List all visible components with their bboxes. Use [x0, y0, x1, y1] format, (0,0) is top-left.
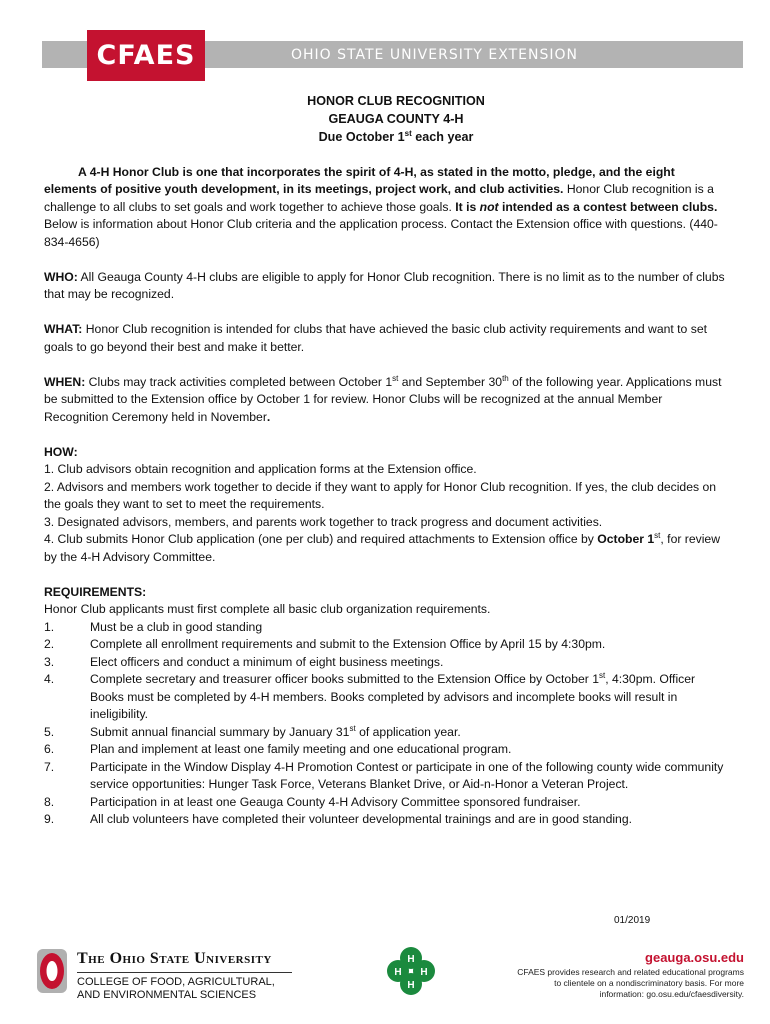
who-section: WHO: All Geauga County 4-H clubs are eligible to apply for Honor Club recognition. There is no limit as to the number of clubs that may be recognized. [44, 269, 725, 301]
how-item: 1. Club advisors obtain recognition and application forms at the Extension office. [44, 462, 477, 476]
divider [77, 972, 292, 973]
svg-text:H: H [420, 967, 428, 978]
list-item: 2. Complete all enrollment requirements and submit to the Extension Office by April 15 by 4:30pm. [44, 637, 606, 651]
list-item: 6. Plan and implement at least one family meeting and one educational program. [44, 742, 512, 756]
how-item: 4. Club submits Honor Club application (one per club) and required attachments to Extension office by October 1st, for review by the 4-H Advisory Committee. [44, 531, 721, 564]
document-title [64, 92, 728, 146]
list-item: 1. Must be a club in good standing [44, 619, 263, 634]
banner-text: OHIO STATE UNIVERSITY EXTENSION [291, 47, 578, 63]
list-item: 5. Submit annual financial summary by January 31st of application year. [44, 723, 461, 739]
list-item: 9. All club volunteers have completed their volunteer developmental trainings and are in good standing. [44, 812, 633, 826]
revision-date: 01/2019 [614, 915, 651, 926]
document-body [44, 92, 728, 829]
intro-paragraph: A 4-H Honor Club is one that incorporates the spirit of 4-H, as stated in the motto, pledge, and the eight elements of positive youth development, in its meetings, project work, and club activities. Honor Club recognition is a challenge to all clubs to set goals and work together to achieve those goals. It is not intended as a contest between clubs. Below is information about Honor Club criteria and the application process. Contact the Extension office with questions. (440-834-4656) [44, 164, 718, 249]
how-label: HOW: [44, 444, 78, 459]
osu-block-o-icon [37, 949, 67, 993]
list-item: 3. Elect officers and conduct a minimum of eight business meetings. [44, 654, 444, 669]
list-item: 7. Participate in the Window Display 4-H Promotion Contest or participate in one of the following county wide community service opportunities: Hunger Task Force, Veterans Blanket Drive, or Aid-n-Honor a Veteran Project. [44, 759, 724, 791]
requirements-section [44, 584, 728, 829]
website-link[interactable]: geauga.osu.edu [645, 950, 744, 965]
svg-text:H: H [394, 967, 402, 978]
requirements-lead: Honor Club applicants must first complete all basic club organization requirements. [44, 602, 491, 616]
title-line-1: HONOR CLUB RECOGNITION [307, 94, 485, 108]
cfaes-logo: CFAES [87, 30, 205, 81]
title-line-3: Due October 1st each year [318, 129, 474, 144]
list-item: 4. Complete secretary and treasurer officer books submitted to the Extension Office by October 1st, 4:30pm. Officer Books must be completed by 4-H members. Books completed by advisors and incomplete books will result in ineligibility. [44, 671, 696, 721]
how-section [44, 444, 728, 567]
osu-name: The Ohio State University [77, 950, 272, 967]
college-name: COLLEGE OF FOOD, AGRICULTURAL, AND ENVIRONMENTAL SCIENCES [77, 976, 275, 1001]
4h-clover-icon [385, 945, 437, 997]
svg-text:H: H [407, 980, 415, 991]
how-item: 3. Designated advisors, members, and parents work together to track progress and document activities. [44, 514, 603, 529]
requirements-label: REQUIREMENTS: [44, 584, 147, 599]
how-item: 2. Advisors and members work together to decide if they want to apply for Honor Club recognition. If yes, the club decides on the goals they want to set to meet the requirements. [44, 479, 717, 511]
svg-text:H: H [407, 954, 415, 965]
what-section: WHAT: Honor Club recognition is intended for clubs that have achieved the basic club activity requirements and want to set goals to go beyond their best and make it better. [44, 322, 707, 354]
nondiscrimination-statement: CFAES provides research and related educational programs to clientele on a nondiscriminatory basis. For more information: go.osu.edu/cfaesdiversity. [517, 967, 744, 999]
when-section: WHEN: Clubs may track activities completed between October 1st and September 30th of the following year. Applications must be submitted to the Extension office by October 1 for review. Honor Clubs will be recognized at the annual Member Recognition Ceremony held in November. [44, 373, 722, 424]
list-item: 8. Participation in at least one Geauga County 4-H Advisory Committee sponsored fundraiser. [44, 794, 581, 809]
title-line-2: GEAUGA COUNTY 4-H [328, 112, 464, 126]
